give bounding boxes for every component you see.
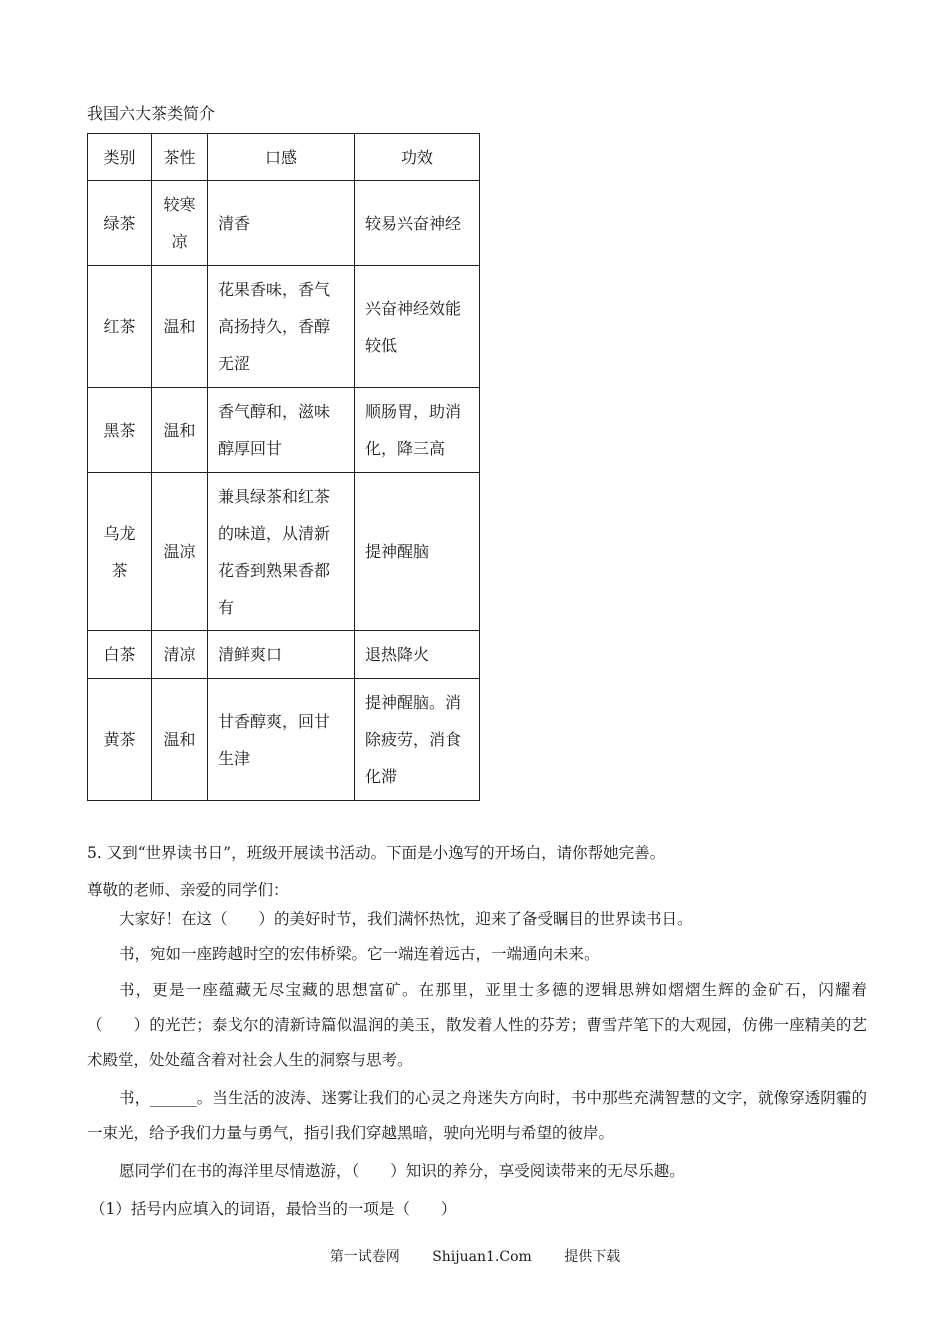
tea-effect: 较易兴奋神经: [355, 181, 480, 266]
tea-name: 黄茶: [88, 679, 152, 801]
table-caption: 我国六大茶类简介: [87, 104, 216, 123]
table-row: [88, 473, 480, 631]
table-header-row: [88, 134, 480, 181]
paragraph: 书，更是一座蕴藏无尽宝藏的思想富矿。在那里，亚里士多德的逻辑思辨如熠熠生辉的金矿石，闪耀着（ ）的光芒；泰戈尔的清新诗篇似温润的美玉，散发着人性的芬芳；曹雪芹笔下的大观园，仿佛一座精美的艺术殿堂，处处蕴含着对社会人生的洞察与思考。: [87, 981, 867, 1069]
tea-effect: 顺肠胃，助消化，降三高: [355, 388, 480, 473]
header-property: 茶性: [152, 134, 208, 181]
footer-domain: Shijuan1.Com: [432, 1249, 532, 1265]
tea-property: 温和: [152, 388, 208, 473]
paragraph: 书，宛如一座跨越时空的宏伟桥梁。它一端连着远古，一端通向未来。: [119, 945, 600, 963]
table-row: [88, 388, 480, 473]
footer-site: 第一试卷网: [329, 1249, 400, 1265]
table-row: [88, 266, 480, 388]
tea-property: 温和: [152, 679, 208, 801]
page-footer: [0, 1246, 950, 1266]
tea-taste: 花果香味，香气高扬持久，香醇无涩: [208, 266, 355, 388]
tea-effect: 提神醒脑。消除疲劳，消食化滞: [355, 679, 480, 801]
sub-question-1: （1）括号内应填入的词语，最恰当的一项是（ ）: [90, 1200, 457, 1218]
header-category: 类别: [88, 134, 152, 181]
paragraph: 大家好！在这（ ）的美好时节，我们满怀热忱，迎来了备受瞩目的世界读书日。: [119, 910, 693, 928]
greeting: 尊敬的老师、亲爱的同学们：: [87, 881, 289, 899]
tea-property: 较寒凉: [152, 181, 208, 266]
tea-property: 温凉: [152, 473, 208, 631]
tea-name: 白茶: [88, 631, 152, 679]
tea-name: 黑茶: [88, 388, 152, 473]
tea-table: [87, 133, 480, 801]
table-row: [88, 679, 480, 801]
tea-taste: 清香: [208, 181, 355, 266]
paragraph: 书，______。当生活的波涛、迷雾让我们的心灵之舟迷失方向时，书中那些充满智慧的文字，就像穿透阴霾的一束光，给予我们力量与勇气，指引我们穿越黑暗，驶向光明与希望的彼岸。: [87, 1089, 867, 1142]
table-row: [88, 181, 480, 266]
tea-taste: 甘香醇爽，回甘生津: [208, 679, 355, 801]
tea-effect: 提神醒脑: [355, 473, 480, 631]
tea-name: 绿茶: [88, 181, 152, 266]
tea-taste: 香气醇和，滋味醇厚回甘: [208, 388, 355, 473]
tea-property: 清凉: [152, 631, 208, 679]
footer-note: 提供下载: [564, 1249, 621, 1265]
table-row: [88, 631, 480, 679]
tea-taste: 兼具绿茶和红茶的味道，从清新花香到熟果香都有: [208, 473, 355, 631]
tea-property: 温和: [152, 266, 208, 388]
header-effect: 功效: [355, 134, 480, 181]
tea-name: 乌龙茶: [88, 473, 152, 631]
tea-effect: 退热降火: [355, 631, 480, 679]
question-intro: 5. 又到“世界读书日”，班级开展读书活动。下面是小逸写的开场白，请你帮她完善。: [87, 844, 666, 862]
paragraph: 愿同学们在书的海洋里尽情遨游，（ ）知识的养分，享受阅读带来的无尽乐趣。: [119, 1162, 685, 1180]
header-taste: 口感: [208, 134, 355, 181]
tea-name: 红茶: [88, 266, 152, 388]
tea-effect: 兴奋神经效能较低: [355, 266, 480, 388]
tea-taste: 清鲜爽口: [208, 631, 355, 679]
